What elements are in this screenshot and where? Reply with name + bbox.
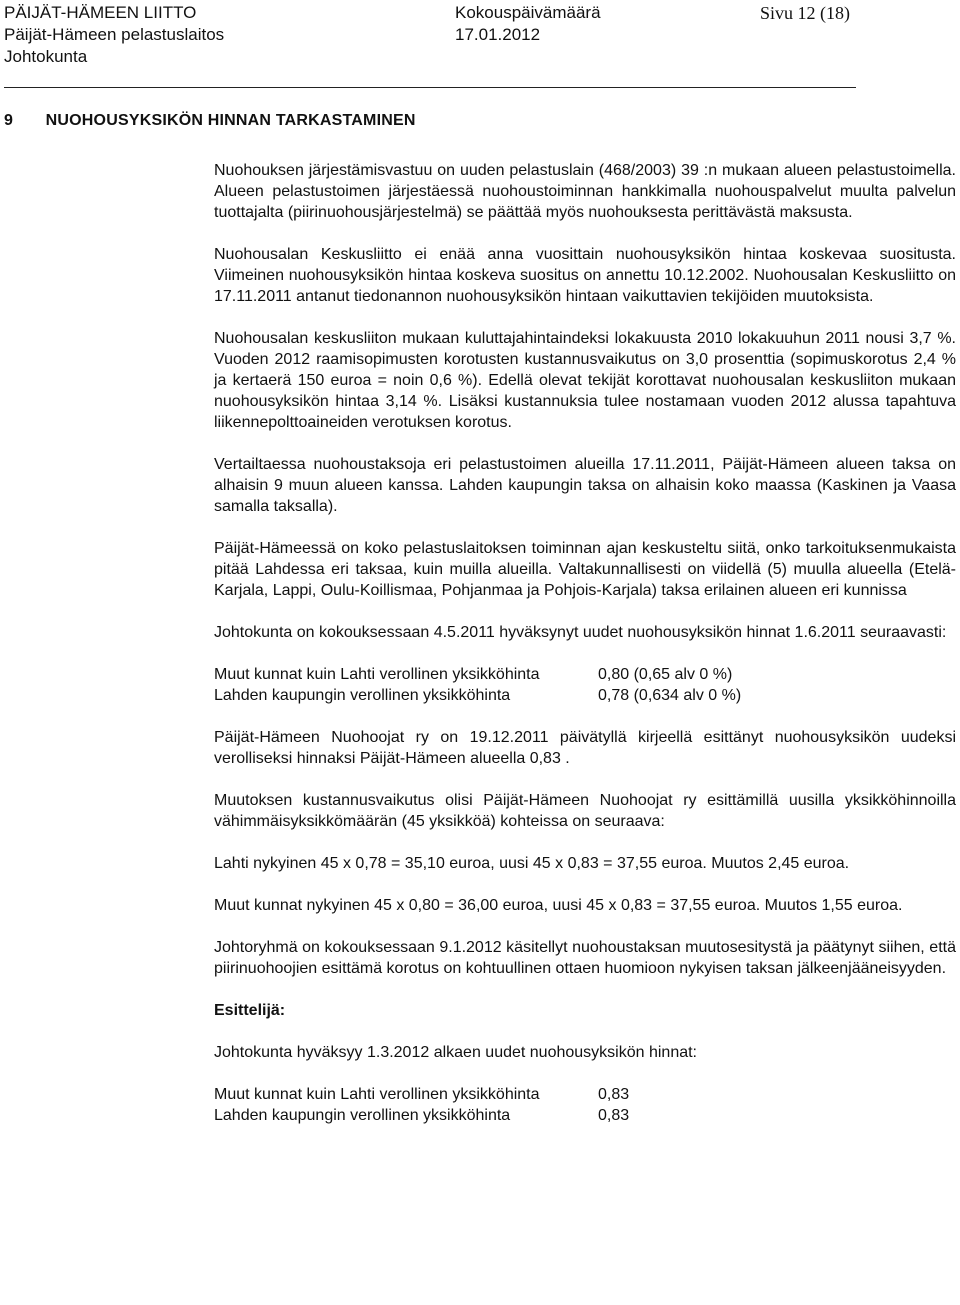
section-number: 9 [4, 112, 14, 129]
price-table-2011 [214, 664, 956, 706]
price-label: Lahden kaupungin verollinen yksikköhinta [214, 1107, 511, 1124]
page-number: Sivu 12 (18) [760, 3, 850, 23]
body-name: Johtokunta [4, 47, 88, 66]
unit-name: Päijät-Hämeen pelastuslaitos [4, 25, 225, 44]
section-title [4, 112, 416, 130]
paragraph: Muut kunnat nykyinen 45 x 0,80 = 36,00 euroa, uusi 45 x 0,83 = 37,55 euroa. Muutos 1,55 euroa. [214, 897, 903, 914]
paragraph: Nuohouksen järjestämisvastuu on uuden pelastuslain (468/2003) 39 :n mukaan alueen pelastustoimella. Alueen pelastustoimen järjestäessä nuohoustoiminnan hankkimalla nuohouspalvelut muulta palvelun tuottajalta (piirinuohousjärjestelmä) se päättää myös nuohouksesta perittävästä maksusta. [214, 162, 956, 221]
header-meeting-date [455, 2, 601, 46]
price-table-2012 [214, 1084, 956, 1126]
meeting-date-label: Kokouspäivämäärä [455, 3, 601, 22]
paragraph: Johtoryhmä on kokouksessaan 9.1.2012 käsitellyt nuohoustaksan muutosesitystä ja päätynyt siihen, että piirinuohoojien esittämä korotus on kohtuullinen ottaen huomioon nykyisen taksan jälkeenjääneisyyden. [214, 939, 956, 977]
section-heading: NUOHOUSYKSIKÖN HINNAN TARKASTAMINEN [45, 112, 416, 129]
paragraph: Vertailtaessa nuohoustaksoja eri pelastustoimen alueilla 17.11.2011, Päijät-Hämeen alueen taksa on alhaisin 9 muun alueen kanssa. Lahden kaupungin taksa on alhaisin koko maassa (Kaskinen ja Vaasa samalla taksalla). [214, 456, 956, 515]
paragraph: Johtokunta hyväksyy 1.3.2012 alkaen uudet nuohousyksikön hinnat: [214, 1044, 697, 1061]
price-value: 0,83 [598, 1107, 630, 1124]
paragraph: Lahti nykyinen 45 x 0,78 = 35,10 euroa, uusi 45 x 0,83 = 37,55 euroa. Muutos 2,45 euroa. [214, 855, 850, 872]
paragraph: Päijät-Hämeen Nuohoojat ry on 19.12.2011 päivätyllä kirjeellä esittänyt nuohousyksikön uudeksi verolliseksi hinnaksi Päijät-Hämeen alueella 0,83 . [214, 729, 956, 767]
price-value: 0,83 [598, 1086, 630, 1103]
paragraph: Nuohousalan Keskusliitto ei enää anna vuosittain nuohousyksikön hintaa koskevaa suositusta. Viimeinen nuohousyksikön hintaa koskeva suositus on annettu 10.12.2002. Nuohousalan Keskusliitto on 17.11.2011 antanut tiedonannon nuohousyksikön hintaan vaikuttavien tekijöiden muutoksista. [214, 246, 956, 305]
paragraph: Johtokunta on kokouksessaan 4.5.2011 hyväksynyt uudet nuohousyksikön hinnat 1.6.2011 seuraavasti: [214, 624, 947, 641]
price-value: 0,80 (0,65 alv 0 %) [598, 666, 733, 683]
price-value: 0,78 (0,634 alv 0 %) [598, 687, 742, 704]
org-name: PÄIJÄT-HÄMEEN LIITTO [4, 3, 197, 22]
paragraph: Muutoksen kustannusvaikutus olisi Päijät-Hämeen Nuohoojat ry esittämillä uusilla yksikköhinnoilla vähimmäisyksikkömäärän (45 yksikköä) kohteissa on seuraava: [214, 792, 956, 830]
paragraph: Nuohousalan keskusliiton mukaan kuluttajahintaindeksi lokakuusta 2010 lokakuuhun 2011 nousi 3,7 %. Vuoden 2012 raamisopimusten korotusten kustannusvaikutus on 3,0 prosenttia (sopimuskorotus 2,4 % ja kertaerä 150 euroa = noin 0,6 %). Edellä olevat tekijät korottavat nuohousalan keskusliiton mukaan nuohousyksikön hintaa 3,14 %. Lisäksi kustannuksia tulee nostamaan vuoden 2012 alussa tapahtuva liikennepolttoaineiden verotuksen korotus. [214, 330, 956, 431]
document-body [214, 160, 956, 1126]
presenter-label: Esittelijä: [214, 1002, 286, 1019]
price-label: Muut kunnat kuin Lahti verollinen yksikköhinta [214, 1086, 540, 1103]
paragraph: Päijät-Hämeessä on koko pelastuslaitoksen toiminnan ajan keskusteltu siitä, onko tarkoituksenmukaista pitää Lahdessa eri taksaa, kuin muilla alueilla. Valtakunnallisesti on viidellä (5) muulla alueella (Etelä-Karjala, Lappi, Oulu-Koillismaa, Pohjanmaa ja Pohjois-Karjala) taksa erilainen alueen eri kunnissa [214, 540, 956, 599]
meeting-date-value: 17.01.2012 [455, 25, 541, 44]
header-left [4, 2, 224, 68]
header-divider [4, 87, 856, 88]
price-label: Lahden kaupungin verollinen yksikköhinta [214, 687, 511, 704]
price-label: Muut kunnat kuin Lahti verollinen yksikköhinta [214, 666, 540, 683]
